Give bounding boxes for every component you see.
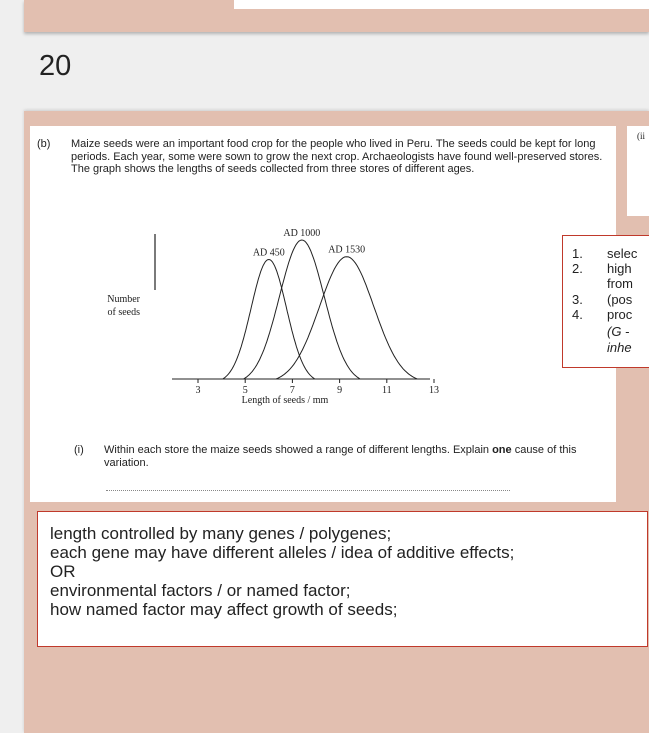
previous-slide-page bbox=[234, 0, 649, 9]
mark-scheme-side-box: 1. selec 2. high from 3. (pos 4. proc (G - inhe bbox=[562, 235, 649, 368]
answer-line: each gene may have different alleles / idea of additive effects; bbox=[50, 543, 515, 562]
seed-length-chart bbox=[100, 220, 439, 432]
series-curve bbox=[244, 240, 361, 379]
series-label: AD 1000 bbox=[283, 228, 321, 239]
series-label: AD 1530 bbox=[328, 244, 366, 256]
x-tick-label: 7 bbox=[289, 385, 295, 396]
sub-question-text bbox=[104, 444, 584, 470]
mark-scheme-answer-box bbox=[37, 511, 648, 647]
x-tick-label: 13 bbox=[429, 385, 439, 396]
x-tick-label: 9 bbox=[337, 385, 343, 396]
x-axis-label: Length of seeds / mm bbox=[241, 395, 329, 406]
answer-line: OR bbox=[50, 562, 76, 581]
answer-line: how named factor may affect growth of seeds; bbox=[50, 600, 398, 619]
x-tick-label: 5 bbox=[242, 385, 248, 396]
series-curve bbox=[276, 257, 417, 379]
next-page-fragment: (ii bbox=[637, 131, 645, 141]
series-label: AD 450 bbox=[252, 247, 285, 259]
y-axis-label-line1: Number bbox=[107, 294, 140, 305]
exam-page bbox=[30, 126, 616, 502]
slide bbox=[24, 111, 649, 733]
answer-dotted-line bbox=[106, 490, 510, 491]
sub-question-text-a: Within each store the maize seeds showed a range of different lengths. Explain bbox=[104, 444, 493, 456]
sub-question-text-b: cause of this variation. bbox=[104, 444, 577, 469]
answer-line: environmental factors / or named factor; bbox=[50, 581, 351, 600]
y-axis-label-line2: of seeds bbox=[107, 307, 140, 318]
question-text: Maize seeds were an important food crop for the people who lived in Peru. The seeds could be kept for long periods. Each year, some were sown to grow the next crop. Archaeologists have found well-preserved stores. The graph shows the lengths of seeds collected from three stores of different ages. bbox=[71, 138, 603, 175]
next-exam-page bbox=[627, 126, 649, 216]
question-part-label: (b) bbox=[37, 138, 51, 150]
slide-number: 20 bbox=[39, 50, 72, 82]
x-tick-label: 3 bbox=[195, 385, 201, 396]
answer-line: length controlled by many genes / polygenes; bbox=[50, 524, 392, 543]
sub-question-label: (i) bbox=[74, 444, 84, 456]
previous-slide bbox=[24, 0, 649, 32]
x-tick-label: 11 bbox=[381, 385, 392, 396]
series-curve bbox=[223, 260, 315, 380]
sub-question-bold-word: one bbox=[492, 444, 512, 456]
